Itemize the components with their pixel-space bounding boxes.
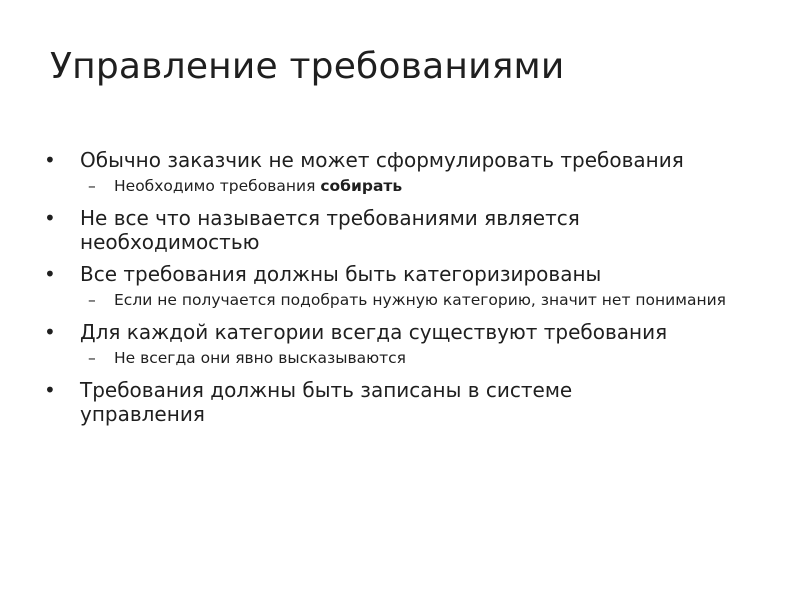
list-item-text: Обычно заказчик не может сформулировать требования [80, 148, 684, 172]
list-item [44, 206, 640, 254]
list-item [44, 262, 764, 286]
list-item [44, 148, 764, 172]
bullet-icon: • [44, 206, 56, 230]
list-item-text: Если не получается подобрать нужную категорию, значит нет понимания [114, 291, 726, 309]
bullet-icon: • [44, 262, 56, 286]
list-item-text: Все требования должны быть категоризированы [80, 262, 602, 286]
list-item-text: Не всегда они явно высказываются [114, 349, 407, 367]
dash-bullet-icon: – [88, 349, 96, 367]
sub-list-item [44, 176, 764, 196]
bullet-icon: • [44, 378, 56, 402]
bullet-icon: • [44, 148, 56, 172]
list-item-text: Для каждой категории всегда существуют требования [80, 320, 668, 344]
bullet-icon: • [44, 320, 56, 344]
sub-list-item [44, 290, 754, 310]
list-item-text: Необходимо требования [114, 177, 321, 195]
bullet-list [44, 148, 764, 434]
list-item-text: Требования должны быть записаны в системе управления [80, 378, 573, 426]
dash-bullet-icon: – [88, 177, 96, 195]
list-item-bold-text: собирать [320, 177, 403, 195]
sub-list-item [44, 348, 764, 368]
dash-bullet-icon: – [88, 291, 96, 309]
list-item [44, 378, 640, 426]
list-item-text: Не все что называется требованиями является необходимостью [80, 206, 580, 254]
slide-title: Управление требованиями [50, 46, 565, 87]
list-item [44, 320, 764, 344]
